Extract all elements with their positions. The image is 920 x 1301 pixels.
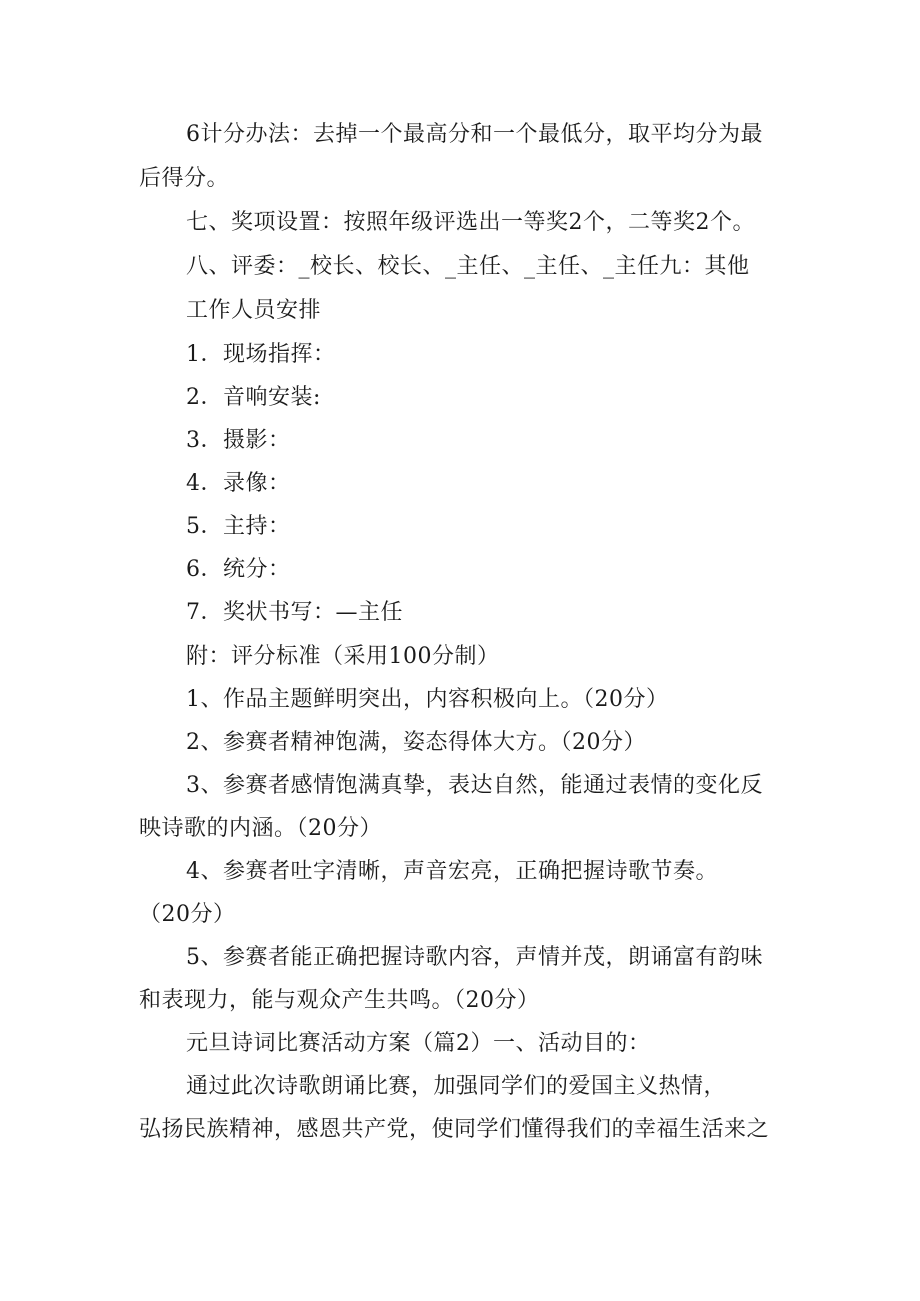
text-line-criterion-2: 2、参赛者精神饱满，姿态得体大方。（20分）: [186, 730, 646, 755]
text-line-purpose-cont: 弘扬民族精神，感恩共产党，使同学们懂得我们的幸福生活来之: [139, 1117, 770, 1142]
text-line-criterion-4: 4、参赛者吐字清晰，声音宏亮，正确把握诗歌节奏。: [186, 859, 718, 884]
text-line-criterion-5-cont: 和表现力，能与观众产生共鸣。（20分）: [139, 988, 540, 1013]
text-line-scoring-method-cont: 后得分。: [139, 166, 230, 191]
text-line-criteria-heading: 附：评分标准（采用100分制）: [186, 644, 500, 669]
text-line-purpose: 通过此次诗歌朗诵比赛，加强同学们的爱国主义热情，: [186, 1074, 727, 1099]
text-line-staff-4: 4．录像：: [186, 471, 291, 496]
text-line-staff-7: 7．奖状书写：—主任: [186, 600, 403, 625]
text-line-staff-6: 6．统分：: [186, 557, 291, 582]
text-line-section-2-heading: 元旦诗词比赛活动方案（篇2）一、活动目的：: [186, 1031, 651, 1056]
text-line-staff-3: 3．摄影：: [186, 428, 291, 453]
text-line-criterion-3-cont: 映诗歌的内涵。（20分）: [139, 816, 382, 841]
text-line-staff-2: 2．音响安装:: [186, 385, 321, 410]
text-line-scoring-method: 6计分办法：去掉一个最高分和一个最低分，取平均分为最: [186, 122, 763, 147]
text-line-criterion-1: 1、作品主题鲜明突出，内容积极向上。（20分）: [186, 687, 669, 712]
text-line-staff-heading: 工作人员安排: [186, 298, 322, 323]
text-line-staff-5: 5．主持：: [186, 514, 291, 539]
text-line-judges: 八、评委：_校长、校长、_主任、_主任、_主任九：其他: [186, 254, 750, 279]
text-line-awards: 七、奖项设置：按照年级评选出一等奖2个，二等奖2个。: [186, 210, 755, 235]
text-line-criterion-5: 5、参赛者能正确把握诗歌内容，声情并茂，朗诵富有韵味: [186, 945, 763, 970]
text-line-criterion-4-cont: （20分）: [139, 902, 236, 927]
text-line-staff-1: 1．现场指挥：: [186, 342, 336, 367]
text-line-criterion-3: 3、参赛者感情饱满真挚，表达自然，能通过表情的变化反: [186, 773, 763, 798]
